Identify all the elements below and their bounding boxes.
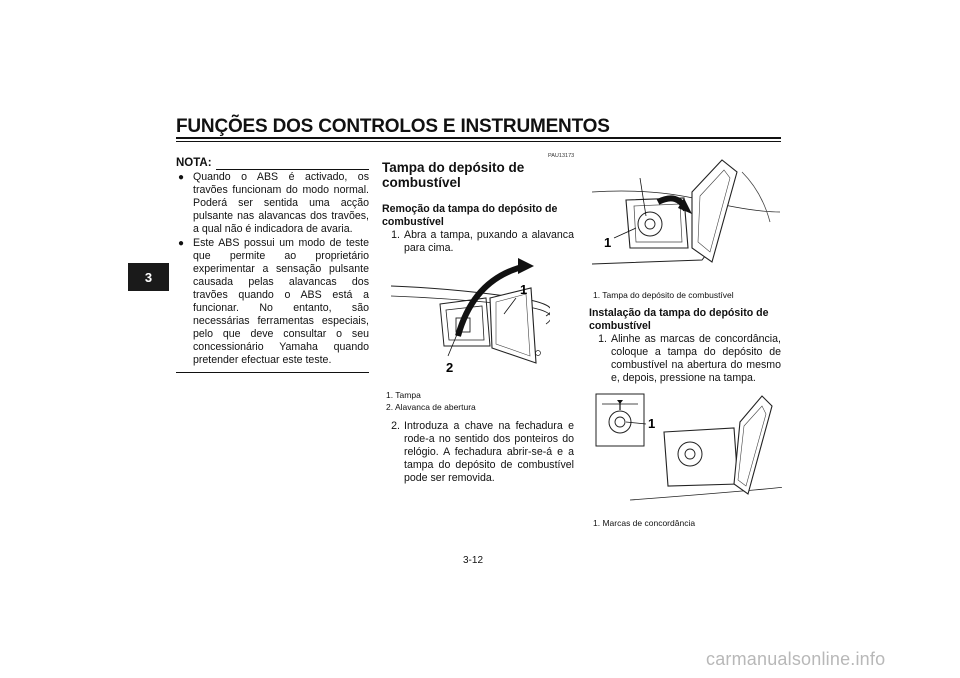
step-text: Introduza a chave na fechadura e rode-a no sentido dos ponteiros do relógio. A fechadura abrir-se-á e a tampa do depósito de combustível pode ser removida.: [404, 420, 574, 484]
figure-caption-2: 2. Alavanca de abertura: [386, 402, 476, 412]
step-number: 1.: [598, 333, 607, 345]
note-bullet: [176, 171, 369, 236]
header-rule-thin: [176, 141, 781, 142]
page-header-title: FUNÇÕES DOS CONTROLOS E INSTRUMENTOS: [176, 116, 610, 137]
removal-step-1: [382, 229, 574, 255]
bullet-icon: ●: [178, 172, 185, 183]
header-rule: [176, 137, 781, 139]
step-text: Abra a tampa, puxando a alavanca para cima.: [404, 229, 574, 254]
step-number: 2.: [391, 420, 400, 432]
alignment-marks-figure: [594, 392, 782, 508]
step-number: 1.: [391, 229, 400, 241]
fuel-lid-open-figure: [386, 258, 550, 380]
section-code: PAU13173: [548, 153, 575, 159]
section-title: Tampa do depósito de combustível: [382, 160, 525, 190]
chapter-tab[interactable]: 3: [128, 263, 169, 291]
install-heading: Instalação da tampa do depósito de combustível: [589, 307, 769, 332]
figure-caption-1: 1. Tampa: [386, 390, 421, 400]
note-bullet-text: Este ABS possui um modo de teste que permite ao proprietário experimentar a sensação pulsante causada pelas alavancas dos travões quando o ABS está a funcionar. No entanto, são necessárias ferramentas especiais, pelo que deve consultar o seu concessionário Yamaha quando pretender efectuar este teste.: [193, 237, 369, 366]
note-end-rule: [176, 372, 369, 373]
figure-caption: 1. Tampa do depósito de combustível: [593, 290, 734, 300]
removal-heading: Remoção da tampa do depósito de combustível: [382, 203, 558, 228]
note-label: NOTA:: [176, 157, 212, 169]
note-rule: [216, 159, 369, 170]
figure-caption: 1. Marcas de concordância: [593, 518, 696, 528]
figure-label-1: 1: [604, 235, 612, 250]
note-heading: [176, 157, 369, 170]
page-number: 3-12: [463, 555, 484, 566]
note-bullet: [176, 237, 369, 367]
fuel-cap-open-figure: [592, 152, 780, 276]
figure-label-2: 2: [446, 360, 454, 375]
bullet-icon: ●: [178, 238, 185, 249]
note-bullet-text: Quando o ABS é activado, os travões funcionam do modo normal. Poderá ser sentida uma acção pulsante nas alavancas dos travões, a qual não é indicadora de avaria.: [193, 171, 369, 235]
note-block: [176, 157, 369, 373]
step-text: Alinhe as marcas de concordância, coloque a tampa do depósito de combustível na abertura do mesmo e, depois, pressione na tampa.: [611, 333, 781, 384]
removal-step-2: [382, 420, 574, 485]
watermark: carmanualsonline.info: [706, 649, 886, 669]
figure-label-1: 1: [648, 416, 656, 431]
install-step-1: [589, 333, 781, 385]
figure-label-1: 1: [520, 282, 528, 297]
